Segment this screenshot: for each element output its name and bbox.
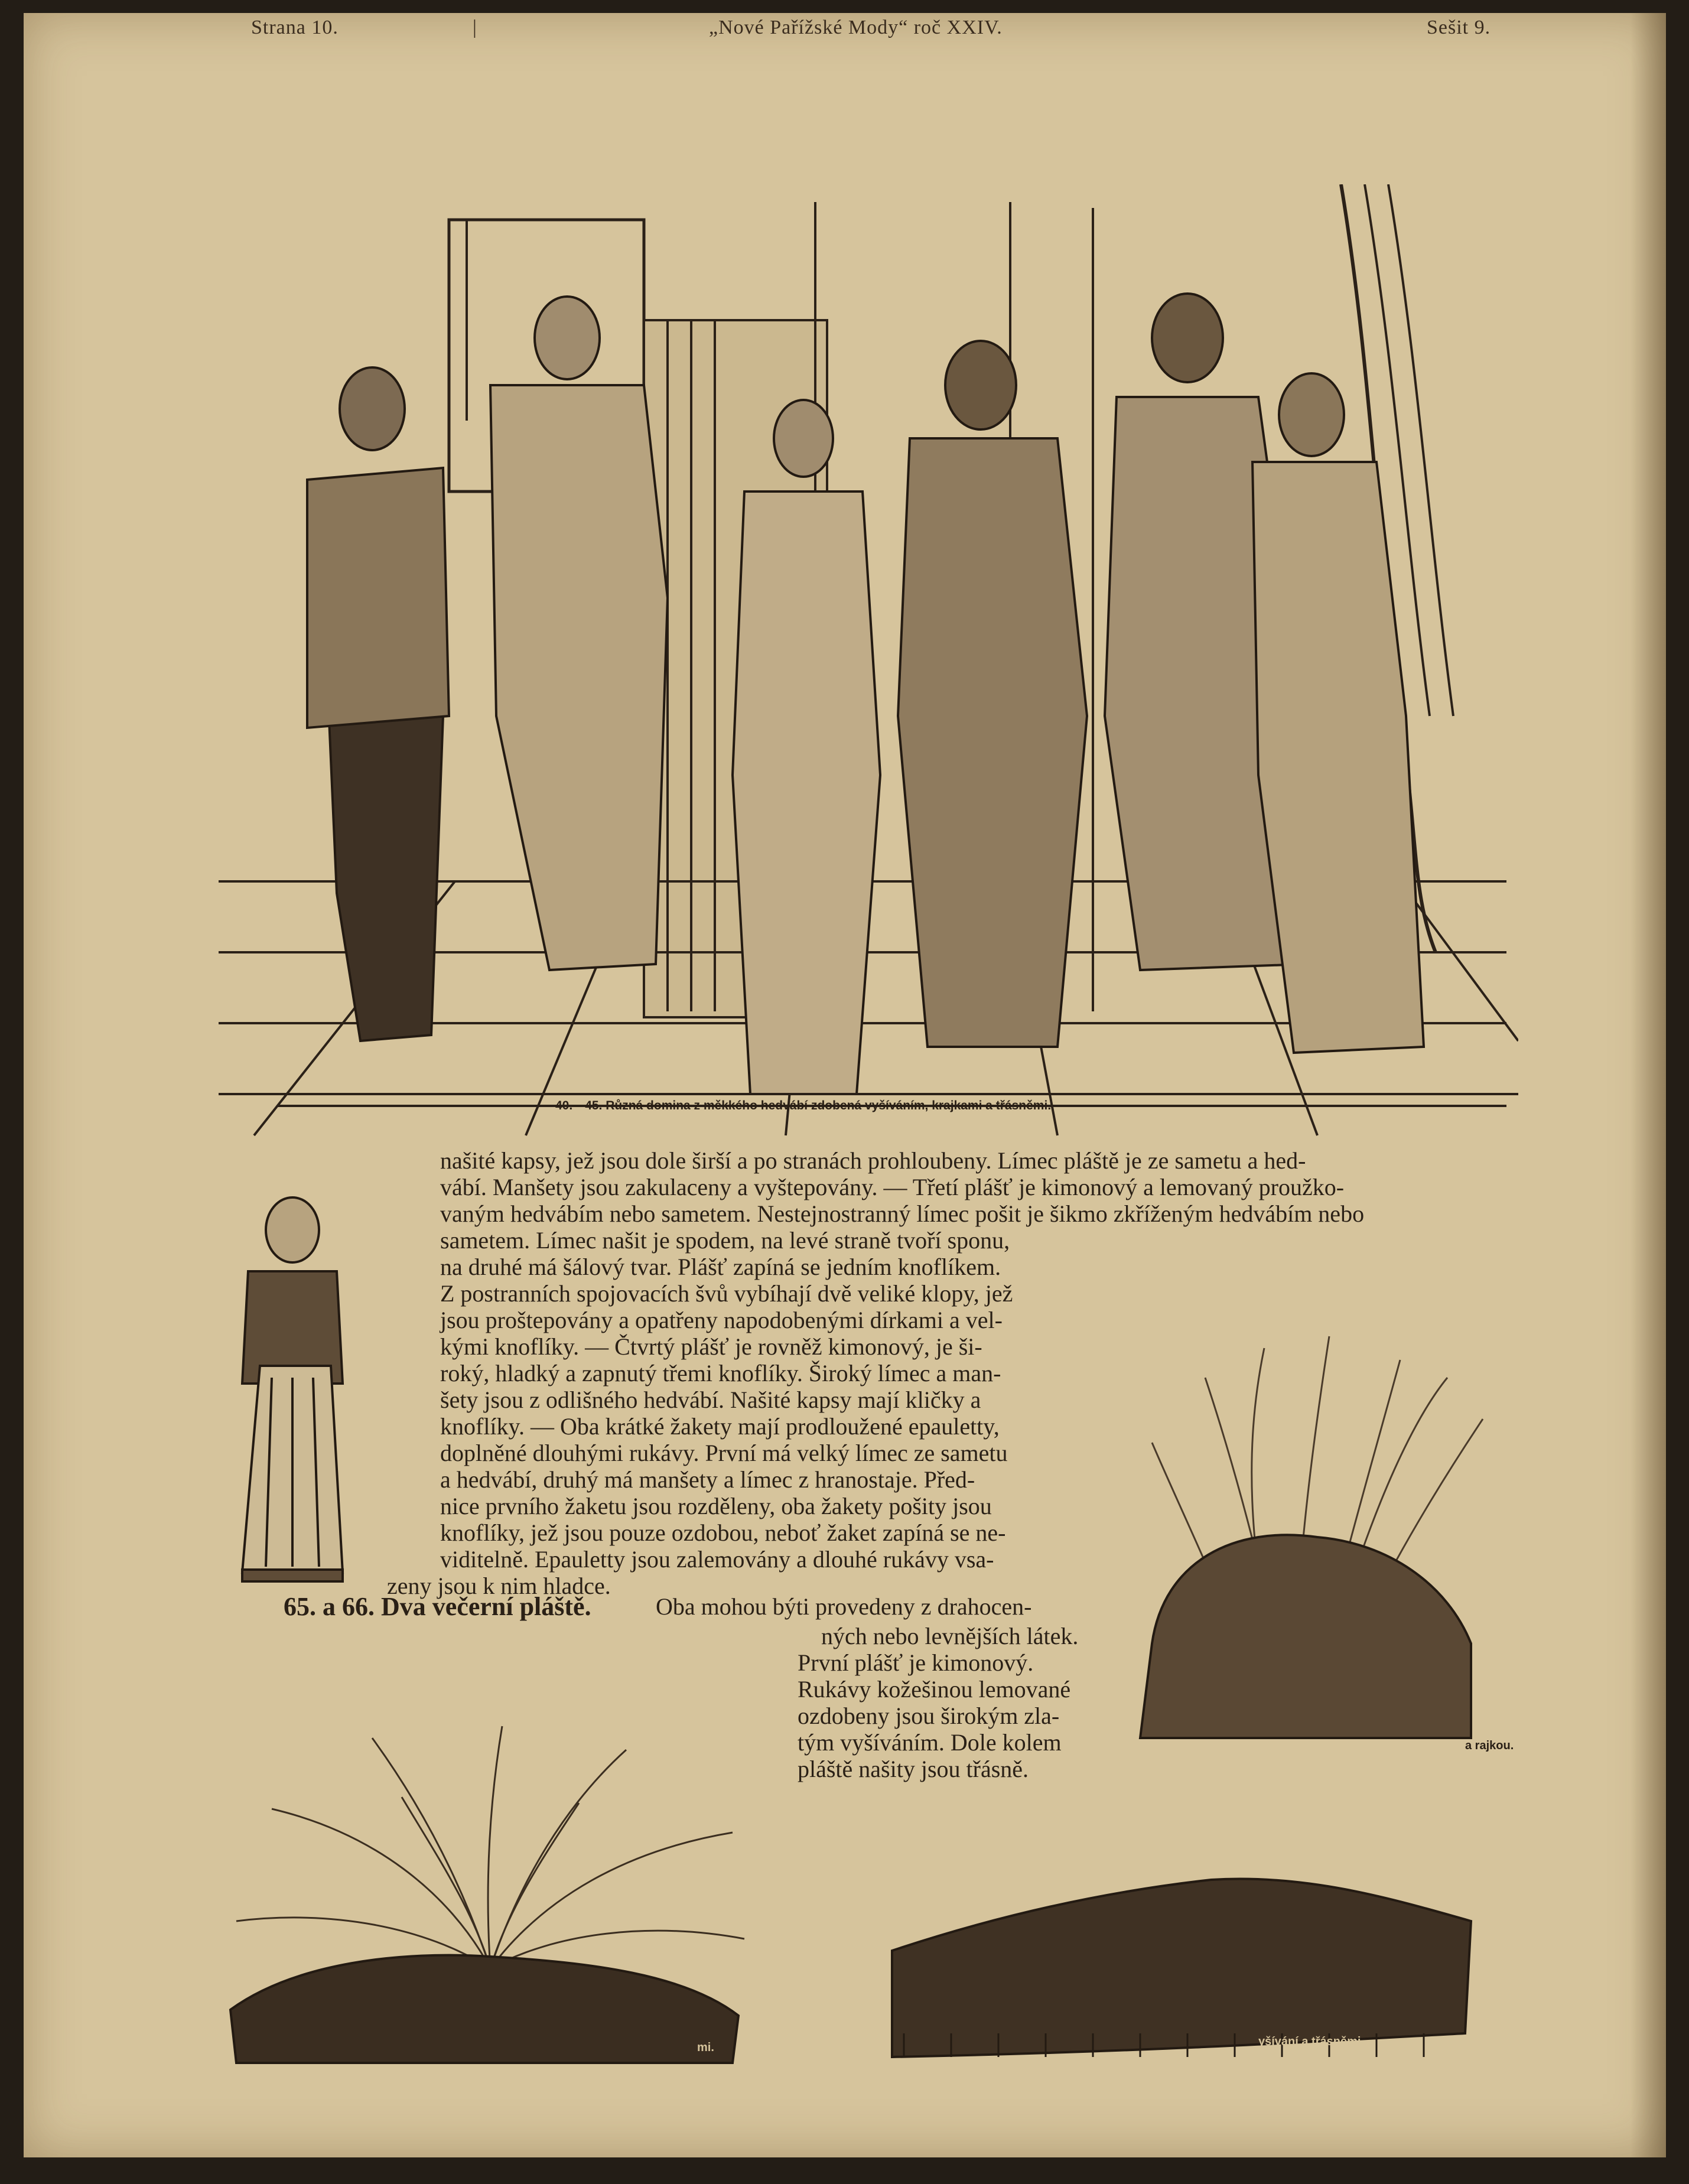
body-line: našité kapsy, jež jsou dole širší a po stranách prohloubeny. Límec pláště je ze sametu a hed-: [440, 1147, 1306, 1174]
section-line: První plášť je kimonový.: [798, 1649, 1034, 1676]
section-line: ných nebo levnějších látek.: [821, 1623, 1079, 1649]
body-line: kými knoflíky. — Čtvrtý plášť je rovněž kimonový, je ši-: [440, 1333, 982, 1360]
body-line: vaným hedvábím nebo sametem. Nestejnostranný límec pošit je šikmo zkříženým hedvábím nebo: [440, 1200, 1365, 1227]
body-line: na druhé má šálový tvar. Plášť zapíná se jedním knoflíkem.: [440, 1254, 1001, 1280]
bottom-right-caption: yšívání a třásněmi.: [1258, 2035, 1364, 2048]
body-line: sametem. Límec našit je spodem, na levé straně tvoří sponu,: [440, 1227, 1010, 1254]
section-line: tým vyšíváním. Dole kolem: [798, 1729, 1062, 1756]
section-line: Rukávy kožešinou lemované: [798, 1676, 1071, 1703]
issue-number: Sešit 9.: [1427, 17, 1491, 38]
bottom-left-caption: mi.: [697, 2041, 714, 2054]
magazine-title: „Nové Pařížské Mody“ roč XXIV.: [709, 17, 1003, 38]
body-line: jsou proštepovány a opatřeny napodobenými dírkami a vel-: [440, 1307, 1003, 1333]
body-line: nice prvního žaketu jsou rozděleny, oba žakety pošity jsou: [440, 1493, 992, 1519]
section-line: pláště našity jsou třásně.: [798, 1756, 1029, 1782]
body-line: šety jsou z odlišného hedvábí. Našité kapsy mají kličky a: [440, 1386, 981, 1413]
body-line: zeny jsou k nim hladce.: [387, 1573, 611, 1599]
body-line: a hedvábí, druhý má manšety a límec z hranostaje. Před-: [440, 1466, 975, 1493]
magazine-page: [24, 13, 1666, 2157]
body-line: doplněné dlouhými rukávy. První má velký límec ze sametu: [440, 1440, 1008, 1466]
body-line: viditelně. Epauletty jsou zalemovány a dlouhé rukávy vsa-: [440, 1546, 994, 1573]
hat-right-caption: a rajkou.: [1465, 1739, 1514, 1752]
page-number: Strana 10.: [251, 17, 339, 38]
section-line: ozdobeny jsou širokým zla-: [798, 1703, 1060, 1729]
header-divider: |: [473, 17, 477, 38]
body-line: knoflíky, jež jsou pouze ozdobou, neboť žaket zapíná se ne-: [440, 1519, 1006, 1546]
domino-costumes-illustration: [219, 184, 1518, 1141]
jacket-figure-illustration: [224, 1189, 360, 1590]
embroidered-hat-illustration: [880, 1856, 1483, 2092]
section-heading-rest: Oba mohou býti provedeny z drahocen-: [656, 1593, 1032, 1620]
page-edge-shadow: [1631, 13, 1666, 2157]
top-figure-caption: 40.—45. Různá domina z měkkého hedvábí zdobená vyšíváním, krajkami a třásněmi.: [555, 1099, 1052, 1112]
body-line: vábí. Manšety jsou zakulaceny a vyštepovány. — Třetí plášť je kimonový a lemovaný proužko-: [440, 1174, 1345, 1200]
body-line: knoflíky. — Oba krátké žakety mají prodloužené epauletty,: [440, 1413, 1000, 1440]
body-line: Z postranních spojovacích švů vybíhají dvě veliké klopy, jež: [440, 1280, 1013, 1307]
body-line: roký, hladký a zapnutý třemi knoflíky. Široký límec a man-: [440, 1360, 1001, 1386]
feather-hat-left-illustration: [224, 1714, 756, 2069]
section-heading: 65. a 66. Dva večerní pláště.: [284, 1592, 591, 1621]
feather-hat-right-illustration: [1117, 1313, 1518, 1762]
